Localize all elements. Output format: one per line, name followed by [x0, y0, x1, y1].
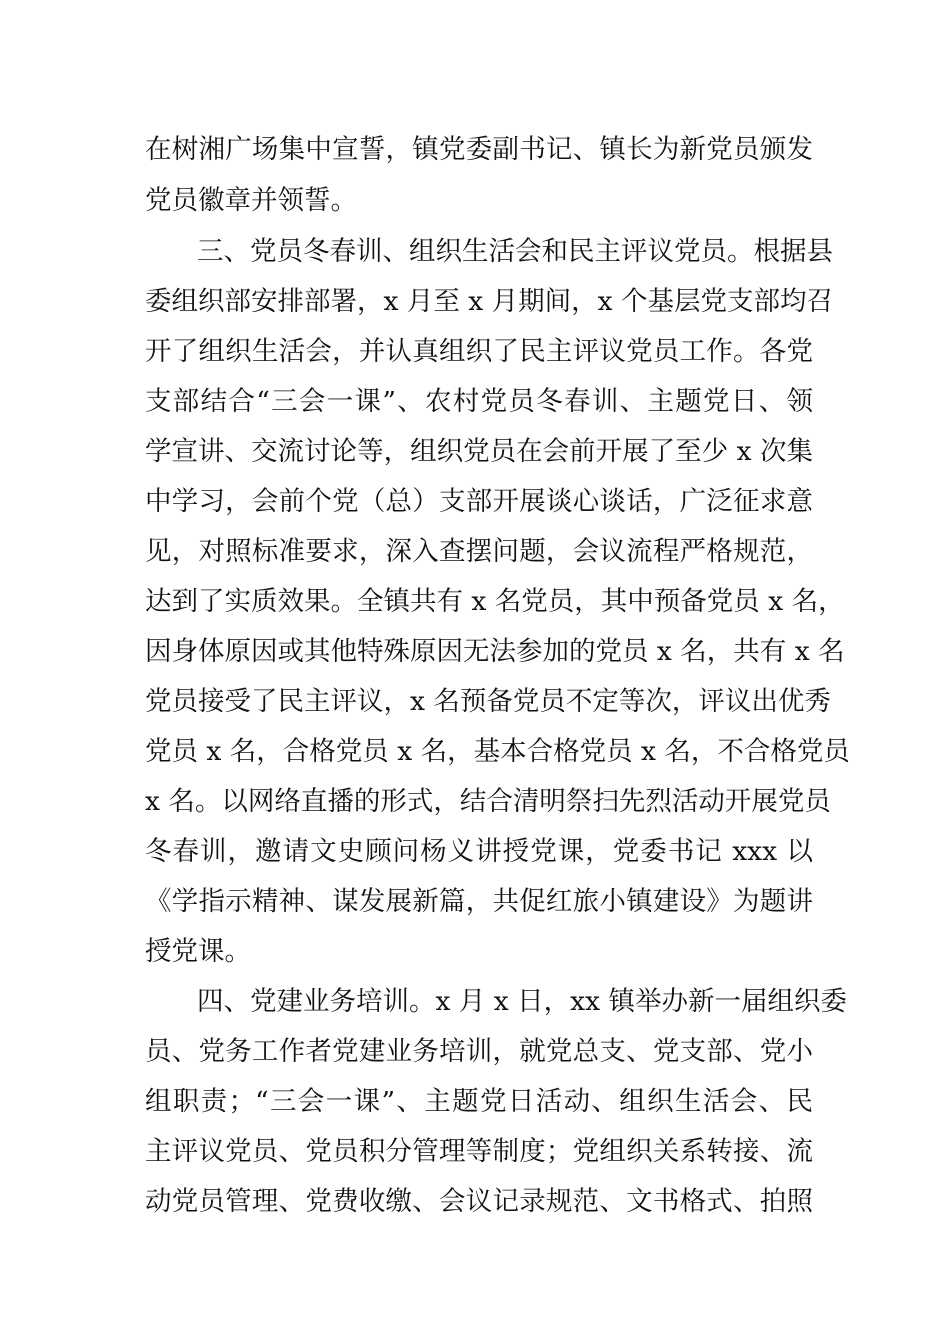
text-line: 在树湘广场集中宣誓，镇党委副书记、镇长为新党员颁发 — [145, 134, 813, 165]
text-line: 中学习，会前个党（总）支部开展谈心谈话，广泛征求意 — [145, 486, 813, 517]
text-line: 冬春训，邀请文史顾问杨义讲授党课，党委书记 xxx 以 — [145, 836, 813, 867]
text-line: 党员徽章并领誓。 — [145, 185, 357, 216]
text-line: 授党课。 — [145, 936, 251, 967]
paragraph-heading-line: 三、党员冬春训、组织生活会和民主评议党员。根据县 — [197, 236, 833, 267]
text-line: 主评议党员、党员积分管理等制度；党组织关系转接、流 — [145, 1136, 813, 1167]
text-line: 《学指示精神、谋发展新篇，共促红旅小镇建设》为题讲 — [145, 886, 813, 917]
text-line: 党员 x 名，合格党员 x 名，基本合格党员 x 名，不合格党员 — [145, 736, 850, 767]
text-line: 见，对照标准要求，深入查摆问题，会议流程严格规范， — [145, 536, 813, 567]
text-line: x 名。以网络直播的形式，结合清明祭扫先烈活动开展党员 — [145, 786, 831, 817]
text-line: 动党员管理、党费收缴、会议记录规范、文书格式、拍照 — [145, 1186, 813, 1217]
paragraph-heading-line: 四、党建业务培训。x 月 x 日，xx 镇举办新一届组织委 — [197, 986, 847, 1017]
text-line: 组职责；“三会一课”、主题党日活动、组织生活会、民 — [145, 1086, 813, 1117]
text-line: 开了组织生活会，并认真组织了民主评议党员工作。各党 — [145, 336, 813, 367]
text-line: 学宣讲、交流讨论等，组织党员在会前开展了至少 x 次集 — [145, 436, 813, 467]
text-line: 党员接受了民主评议，x 名预备党员不定等次，评议出优秀 — [145, 686, 831, 717]
text-line: 员、党务工作者党建业务培训，就党总支、党支部、党小 — [145, 1036, 813, 1067]
text-line: 因身体原因或其他特殊原因无法参加的党员 x 名，共有 x 名 — [145, 636, 845, 667]
text-line: 委组织部安排部署，x 月至 x 月期间，x 个基层党支部均召 — [145, 286, 834, 317]
text-line: 支部结合“三会一课”、农村党员冬春训、主题党日、领 — [145, 386, 813, 417]
text-line: 达到了实质效果。全镇共有 x 名党员，其中预备党员 x 名， — [145, 586, 845, 617]
